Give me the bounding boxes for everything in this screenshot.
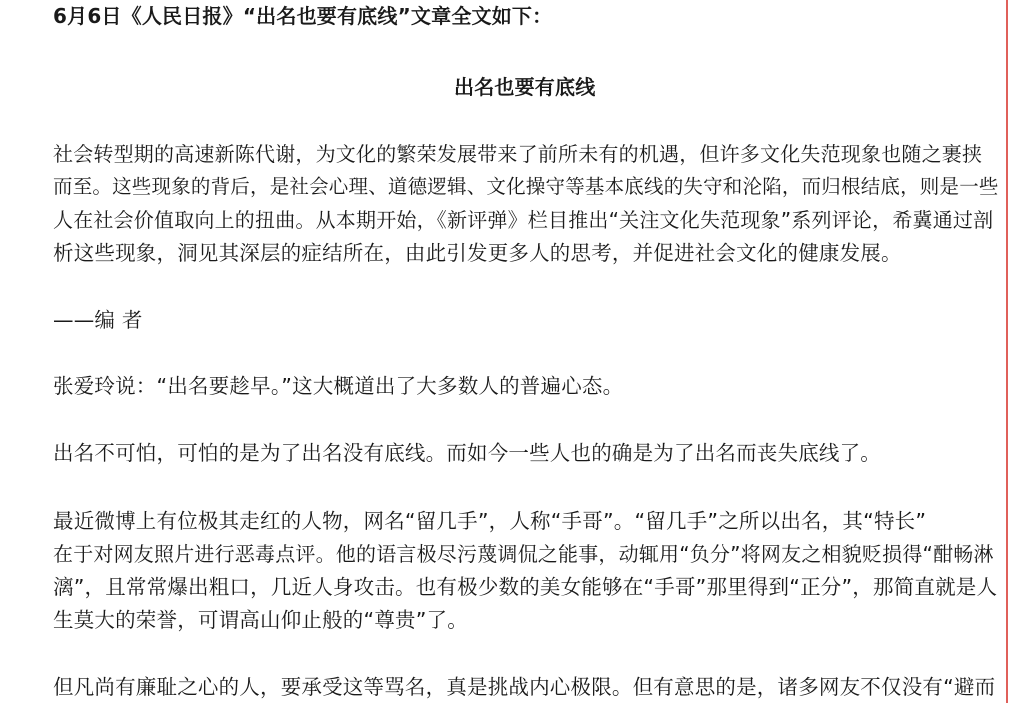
paragraph-1-line-3: 人在社会价值取向上的扭曲。从本期开始，《新评弹》栏目推出“关注文化失范现象”系列评论，希冀通过剖: [53, 208, 994, 232]
article-title: 出名也要有底线: [454, 75, 596, 99]
editor-signature: ——编 者: [53, 308, 143, 332]
page-edge-rule: [1006, 0, 1008, 703]
paragraph-4-line-1: 最近微博上有位极其走红的人物，网名“留几手”，人称“手哥”。“留几手”之所以出名，其“特长”: [53, 509, 927, 533]
paragraph-4-line-4: 生莫大的荣誉，可谓高山仰止般的“尊贵”了。: [53, 608, 468, 632]
paragraph-1-line-4: 析这些现象，洞见其深层的症结所在，由此引发更多人的思考，并促进社会文化的健康发展。: [53, 241, 902, 265]
paragraph-4-line-3: 漓”，且常常爆出粗口，几近人身攻击。也有极少数的美女能够在“手哥”那里得到“正分”，那简直就是人: [53, 575, 998, 599]
paragraph-5-line-1: 但凡尚有廉耻之心的人，要承受这等骂名，真是挑战内心极限。但有意思的是，诸多网友不仅没有“避而: [53, 675, 996, 699]
paragraph-4-line-2: 在于对网友照片进行恶毒点评。他的语言极尽污蔑调侃之能事，动辄用“负分”将网友之相貌贬损得“酣畅淋: [53, 542, 994, 566]
paragraph-1-line-2: 而至。这些现象的背后，是社会心理、道德逻辑、文化操守等基本底线的失守和沦陷，而归根结底，则是一些: [53, 175, 999, 198]
intro-heading: 6月6日《人民日报》“出名也要有底线”文章全文如下：: [53, 4, 553, 28]
paragraph-2: 张爱玲说：“出名要趁早。”这大概道出了大多数人的普遍心态。: [53, 374, 624, 398]
paragraph-1-line-1: 社会转型期的高速新陈代谢，为文化的繁荣发展带来了前所未有的机遇，但许多文化失范现象也随之裹挟: [53, 142, 983, 166]
paragraph-3: 出名不可怕，可怕的是为了出名没有底线。而如今一些人也的确是为了出名而丧失底线了。: [53, 441, 881, 465]
